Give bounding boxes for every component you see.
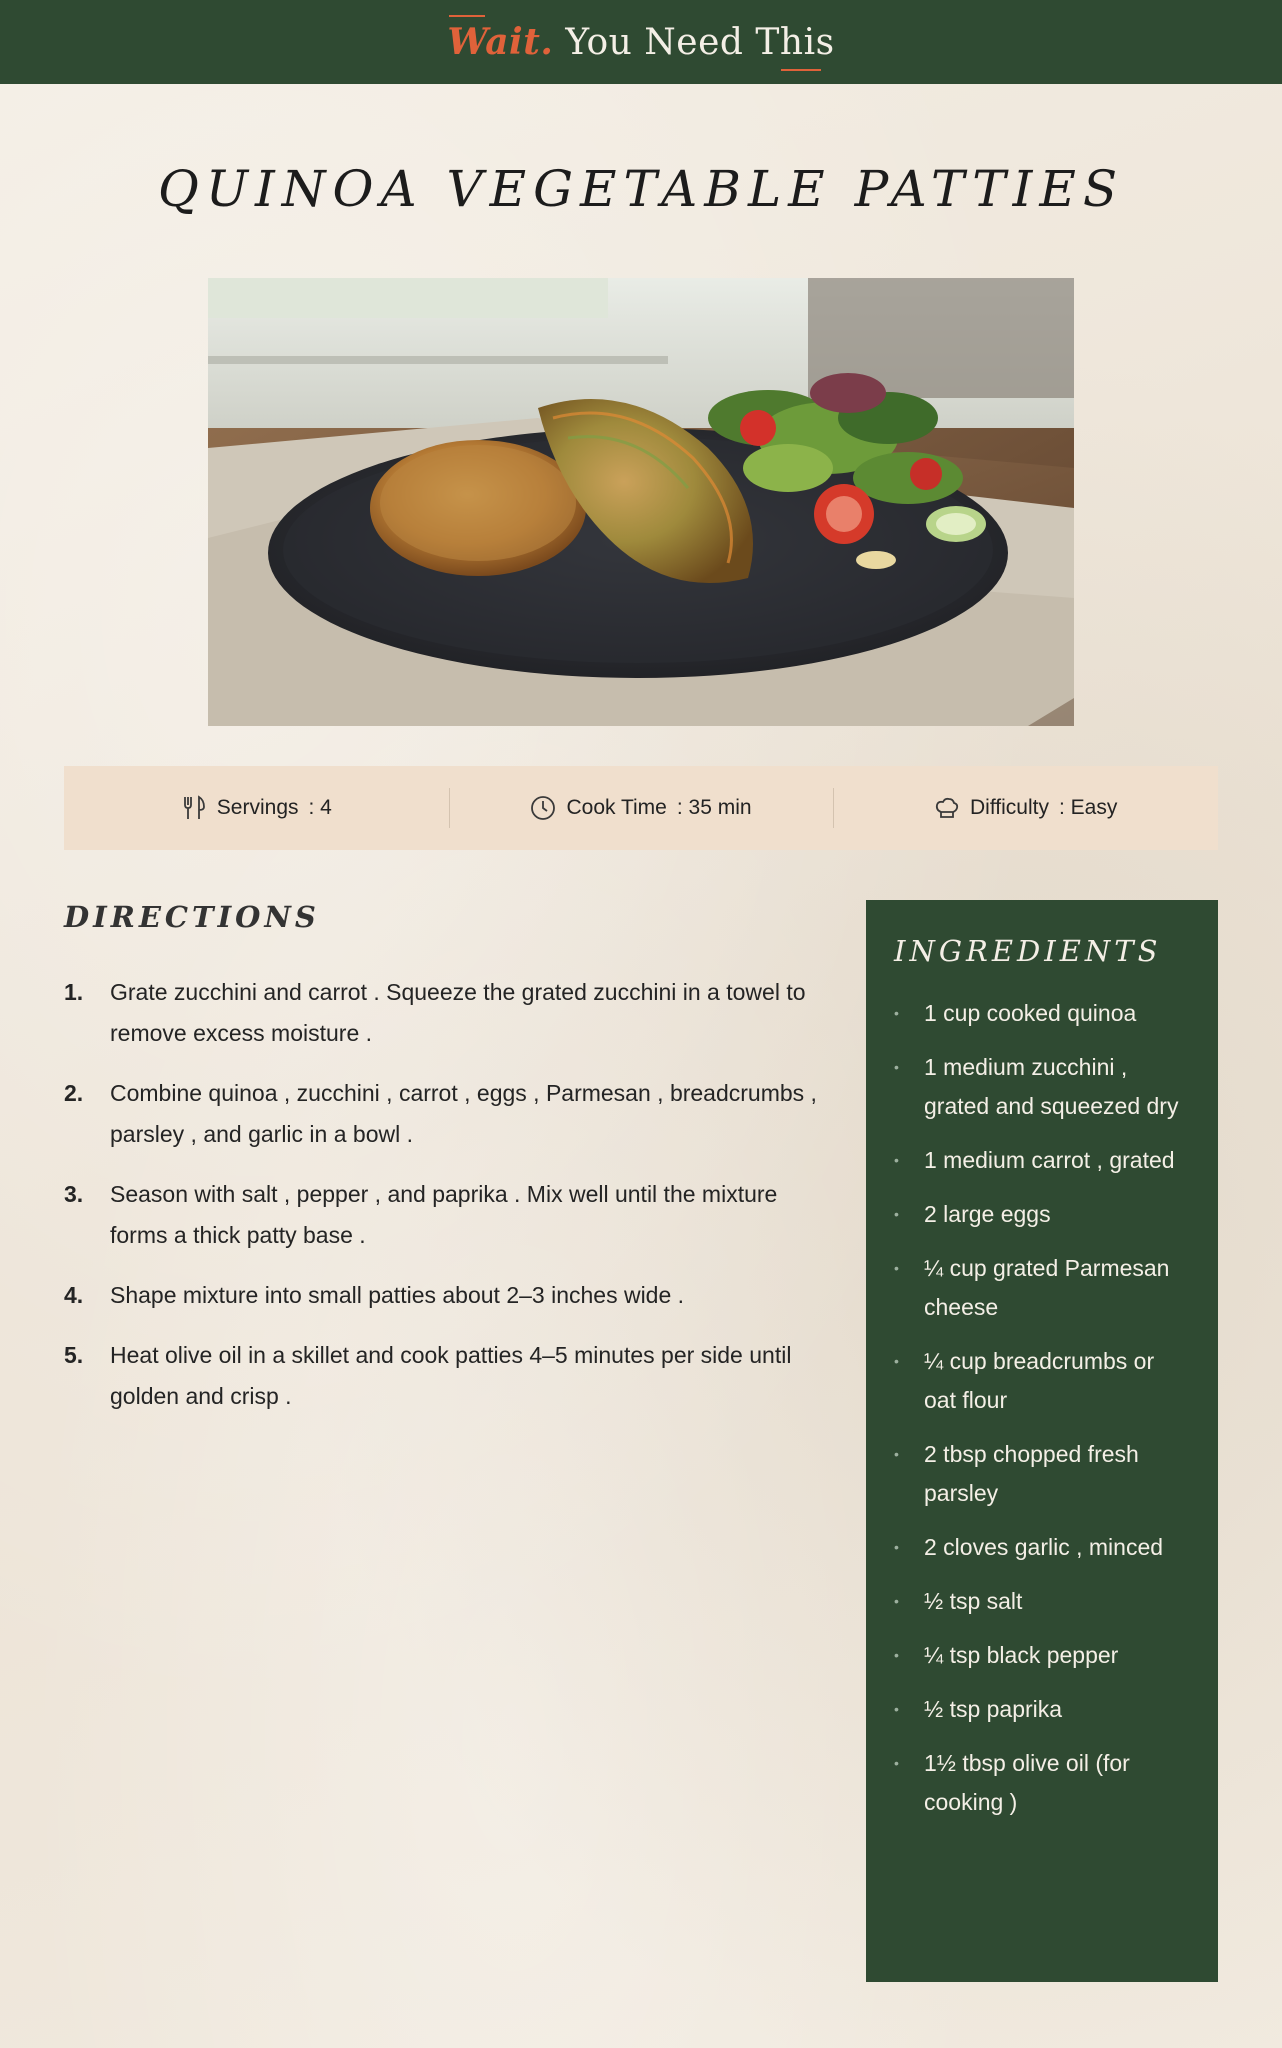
stat-difficulty-value: : Easy — [1058, 796, 1118, 819]
step-text: Season with salt , pepper , and paprika . Mix well until the mixture forms a thick patty base . — [110, 1181, 778, 1248]
direction-step — [64, 972, 824, 1054]
direction-step — [64, 1275, 824, 1316]
fork-knife-icon — [181, 795, 207, 821]
quinoa-patties-photo — [208, 278, 1074, 726]
bullet-icon: • — [894, 1539, 899, 1555]
site-header — [0, 0, 1282, 84]
step-number: 4. — [64, 1282, 84, 1308]
step-text: Shape mixture into small patties about 2–3 inches wide . — [110, 1282, 685, 1308]
stat-difficulty — [833, 766, 1218, 850]
ingredient-item: • 1½ tbsp olive oil (for cooking ) — [894, 1744, 1190, 1822]
step-text: Grate zucchini and carrot . Squeeze the grated zucchini in a towel to remove excess moisture . — [110, 979, 806, 1046]
step-text: Combine quinoa , zucchini , carrot , eggs , Parmesan , breadcrumbs , parsley , and garlic in a bowl . — [110, 1080, 817, 1147]
step-text: Heat olive oil in a skillet and cook patties 4–5 minutes per side until golden and crisp . — [110, 1342, 792, 1409]
clock-icon — [530, 795, 556, 821]
direction-step — [64, 1335, 824, 1417]
bullet-icon: • — [894, 1701, 899, 1717]
bullet-icon: • — [894, 1005, 899, 1021]
brand-text: You Need This — [565, 22, 835, 63]
stat-servings-label: Servings — [216, 796, 299, 819]
step-number: 2. — [64, 1080, 84, 1106]
ingredient-item: • 1 medium carrot , grated — [894, 1141, 1190, 1180]
brand-logo[interactable] — [447, 21, 834, 63]
bullet-icon: • — [894, 1647, 899, 1663]
recipe-stats-bar — [64, 766, 1218, 850]
bullet-icon: • — [894, 1059, 899, 1075]
ingredient-item: • 1 cup cooked quinoa — [894, 994, 1190, 1033]
bullet-icon: • — [894, 1206, 899, 1222]
bullet-icon: • — [894, 1260, 899, 1276]
ingredients-panel — [866, 900, 1218, 1982]
ingredient-item: • ½ tsp paprika — [894, 1690, 1190, 1729]
bullet-icon: • — [894, 1353, 899, 1369]
ingredient-item: • 2 large eggs — [894, 1195, 1190, 1234]
direction-step — [64, 1174, 824, 1256]
bullet-icon: • — [894, 1755, 899, 1771]
brand-accent: Wait. — [447, 21, 554, 63]
stat-difficulty-label: Difficulty — [970, 796, 1049, 819]
bullet-icon: • — [894, 1152, 899, 1168]
ingredient-item: • ½ tsp salt — [894, 1582, 1190, 1621]
ingredient-item: • ¼ cup breadcrumbs or oat flour — [894, 1342, 1190, 1420]
stat-servings — [64, 766, 449, 850]
ingredient-item: • 1 medium zucchini , grated and squeezed dry — [894, 1048, 1190, 1126]
ingredient-item: • 2 tbsp chopped fresh parsley — [894, 1435, 1190, 1513]
directions-list — [64, 972, 824, 1436]
step-number: 5. — [64, 1342, 84, 1368]
stat-cook-time-value: : 35 min — [676, 796, 752, 819]
ingredient-item: • ¼ cup grated Parmesan cheese — [894, 1249, 1190, 1327]
stat-cook-time-label: Cook Time — [566, 796, 667, 819]
stat-cook-time — [449, 766, 834, 850]
ingredient-item: • ¼ tsp black pepper — [894, 1636, 1190, 1675]
stat-servings-value: : 4 — [308, 796, 332, 819]
step-number: 1. — [64, 979, 84, 1005]
ingredients-heading: INGREDIENTS — [894, 934, 1162, 968]
ingredients-list — [894, 994, 1190, 1822]
directions-heading: DIRECTIONS — [64, 900, 320, 934]
ingredient-item: • 2 cloves garlic , minced — [894, 1528, 1190, 1567]
direction-step — [64, 1073, 824, 1155]
bullet-icon: • — [894, 1446, 899, 1462]
chef-hat-icon — [934, 795, 960, 821]
bullet-icon: • — [894, 1593, 899, 1609]
step-number: 3. — [64, 1181, 84, 1207]
recipe-photo — [208, 278, 1074, 726]
recipe-title: QUINOA VEGETABLE PATTIES — [157, 160, 1125, 218]
